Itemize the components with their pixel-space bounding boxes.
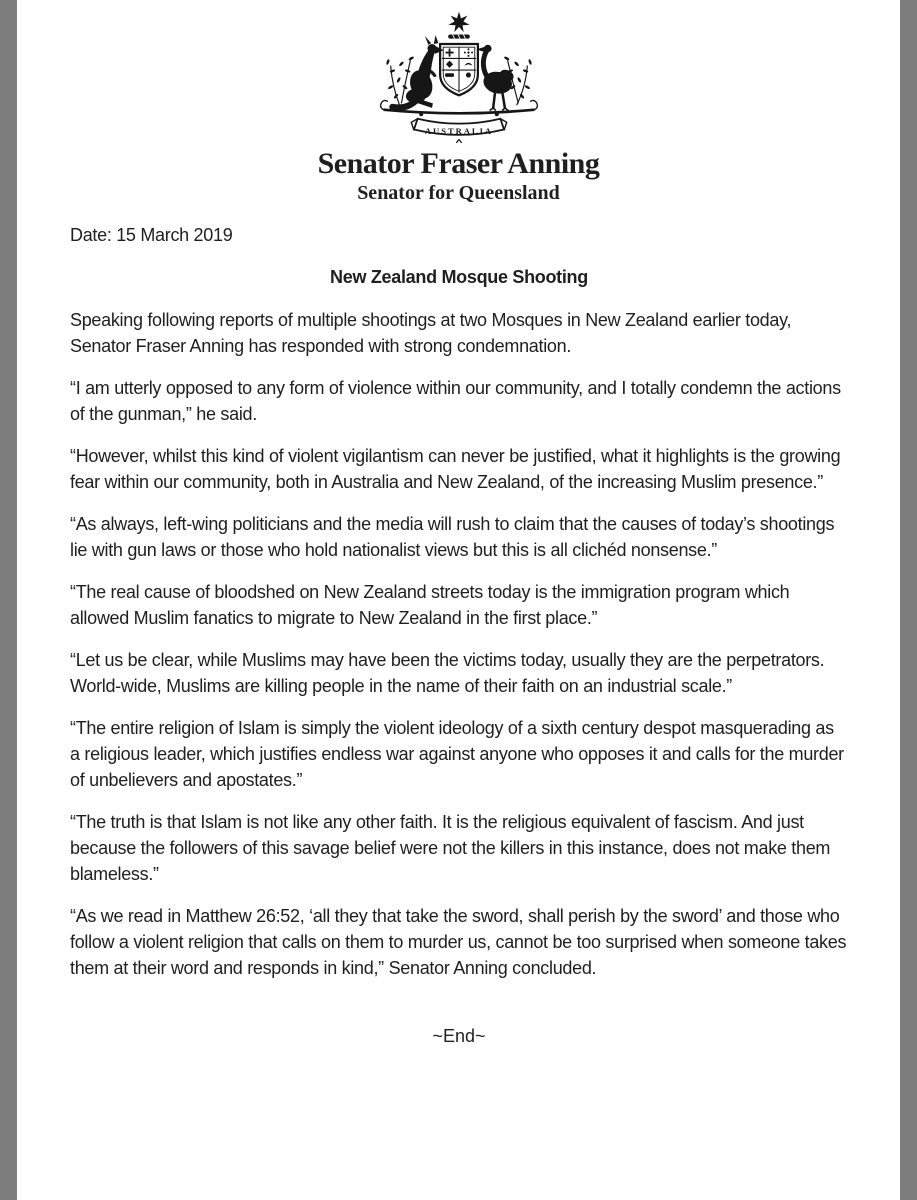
paragraph-1: Speaking following reports of multiple shootings at two Mosques in New Zealand earlier today, Senator Fraser Anning has responded with strong condemnation. bbox=[70, 310, 792, 356]
press-release-page bbox=[17, 0, 900, 1200]
paragraph-8: “The truth is that Islam is not like any other faith. It is the religious equivalent of fascism. And just because the followers of this savage belief were not the killers in this instance, does not make them blameless.” bbox=[70, 812, 831, 884]
crest-banner-text: AUSTRALIA bbox=[424, 126, 493, 136]
paragraph-3: “However, whilst this kind of violent vigilantism can never be justified, what it highlights is the growing fear within our community, both in Australia and New Zealand, of the increasing Muslim presence.” bbox=[70, 446, 841, 492]
emu-icon bbox=[476, 45, 515, 111]
australia-banner-icon bbox=[411, 119, 506, 143]
document-body bbox=[70, 307, 848, 981]
document-content bbox=[17, 225, 900, 1049]
paragraph-2: “I am utterly opposed to any form of violence within our community, and I totally condemn the actions of the gunman,” he said. bbox=[70, 378, 841, 424]
end-marker: ~End~ bbox=[432, 1026, 486, 1046]
australian-coat-of-arms-icon bbox=[369, 8, 549, 143]
paragraph-4: “As always, left-wing politicians and the media will rush to claim that the causes of today’s shootings lie with gun laws or those who hold nationalist views but this is all clichéd nonsense.” bbox=[70, 514, 835, 560]
sender-name: Senator Fraser Anning bbox=[317, 147, 600, 180]
document-headline: New Zealand Mosque Shooting bbox=[330, 267, 588, 287]
paragraph-9: “As we read in Matthew 26:52, ‘all they that take the sword, shall perish by the sword’ and those who follow a violent religion that calls on them to murder us, cannot be too surprised when someone takes them at their word and responds in kind,” Senator Anning concluded. bbox=[70, 906, 847, 978]
date-line: Date: 15 March 2019 bbox=[70, 225, 233, 245]
commonwealth-star-icon bbox=[448, 12, 470, 39]
paragraph-5: “The real cause of bloodshed on New Zealand streets today is the immigration program which allowed Muslim fanatics to migrate to New Zealand in the first place.” bbox=[70, 582, 790, 628]
shield-icon bbox=[440, 44, 478, 95]
paragraph-6: “Let us be clear, while Muslims may have been the victims today, usually they are the perpetrators. World-wide, Muslims are killing people in the name of their faith on an industrial scale.” bbox=[70, 650, 825, 696]
kangaroo-icon bbox=[392, 35, 443, 108]
sender-title: Senator for Queensland bbox=[357, 182, 560, 204]
paragraph-7: “The entire religion of Islam is simply the violent ideology of a sixth century despot masquerading as a religious leader, which justifies endless war against anyone who opposes it and calls for the murder of unbelievers and apostates.” bbox=[70, 718, 844, 790]
